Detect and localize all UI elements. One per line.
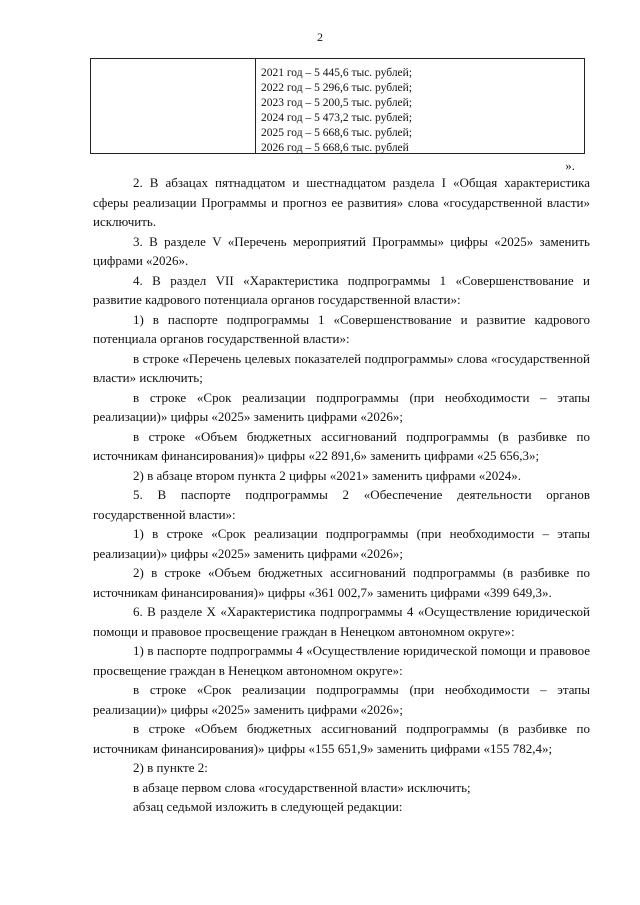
paragraph: в строке «Срок реализации подпрограммы (при необходимости – этапы реализации)» цифры «2025» заменить цифрами «2026»; <box>93 389 590 424</box>
paragraph: в строке «Срок реализации подпрограммы (при необходимости – этапы реализации)» цифры «2025» заменить цифрами «2026»; <box>93 682 590 717</box>
body-text <box>93 173 590 817</box>
paragraph: 1) в строке «Срок реализации подпрограммы (при необходимости – этапы реализации)» цифры «2025» заменить цифрами «2026»; <box>93 526 590 561</box>
paragraph: в строке «Объем бюджетных ассигнований подпрограммы (в разбивке по источникам финансирования)» цифры «155 651,9» заменить цифрами «155 782,4»; <box>93 721 590 756</box>
table-row: 2022 год – 5 296,6 тыс. рублей; <box>261 82 413 94</box>
table-right-cell <box>261 66 580 156</box>
table-left-cell <box>91 59 256 153</box>
page-number: 2 <box>317 30 323 44</box>
paragraph: в строке «Объем бюджетных ассигнований подпрограммы (в разбивке по источникам финансирования)» цифры «22 891,6» заменить цифрами «25 656,3»; <box>93 428 590 463</box>
paragraph: 1) в паспорте подпрограммы 1 «Совершенствование и развитие кадрового потенциала органов государственной власти»: <box>93 311 590 346</box>
table-row: 2024 год – 5 473,2 тыс. рублей; <box>261 112 413 124</box>
paragraph: абзац седьмой изложить в следующей редакции: <box>133 799 403 814</box>
paragraph: 2) в строке «Объем бюджетных ассигнований подпрограммы (в разбивке по источникам финансирования)» цифры «361 002,7» заменить цифрами «399 649,3». <box>93 565 590 600</box>
paragraph: 1) в паспорте подпрограммы 4 «Осуществление юридической помощи и правовое просвещение граждан в Ненецком автономном округе»: <box>93 643 590 678</box>
table-row: 2025 год – 5 668,6 тыс. рублей; <box>261 127 413 139</box>
funding-table <box>90 58 585 154</box>
table-row: 2026 год – 5 668,6 тыс. рублей <box>261 142 409 154</box>
table-row: 2023 год – 5 200,5 тыс. рублей; <box>261 97 413 109</box>
paragraph: 5. В паспорте подпрограммы 2 «Обеспечение деятельности органов государственной власти»: <box>93 487 590 522</box>
paragraph: в строке «Перечень целевых показателей подпрограммы» слова «государственной власти» исключить; <box>93 350 590 385</box>
paragraph: в абзаце первом слова «государственной власти» исключить; <box>133 779 471 795</box>
paragraph: 2) в абзаце втором пункта 2 цифры «2021» заменить цифрами «2024». <box>133 467 521 483</box>
paragraph: 4. В раздел VII «Характеристика подпрограммы 1 «Совершенствование и развитие кадрового потенциала органов государственной власти»: <box>93 272 590 307</box>
closing-quote: ». <box>565 158 575 173</box>
table-row: 2021 год – 5 445,6 тыс. рублей; <box>261 67 413 79</box>
paragraph: 2) в пункте 2: <box>133 760 208 775</box>
paragraph: 6. В разделе X «Характеристика подпрограммы 4 «Осуществление юридической помощи и правовое просвещение граждан в Ненецком автономном округе»: <box>93 604 590 639</box>
paragraph: 3. В разделе V «Перечень мероприятий Программы» цифры «2025» заменить цифрами «2026». <box>93 233 590 268</box>
paragraph: 2. В абзацах пятнадцатом и шестнадцатом раздела I «Общая характеристика сферы реализации Программы и прогноз ее развития» слова «государственной власти» исключить. <box>93 175 590 229</box>
